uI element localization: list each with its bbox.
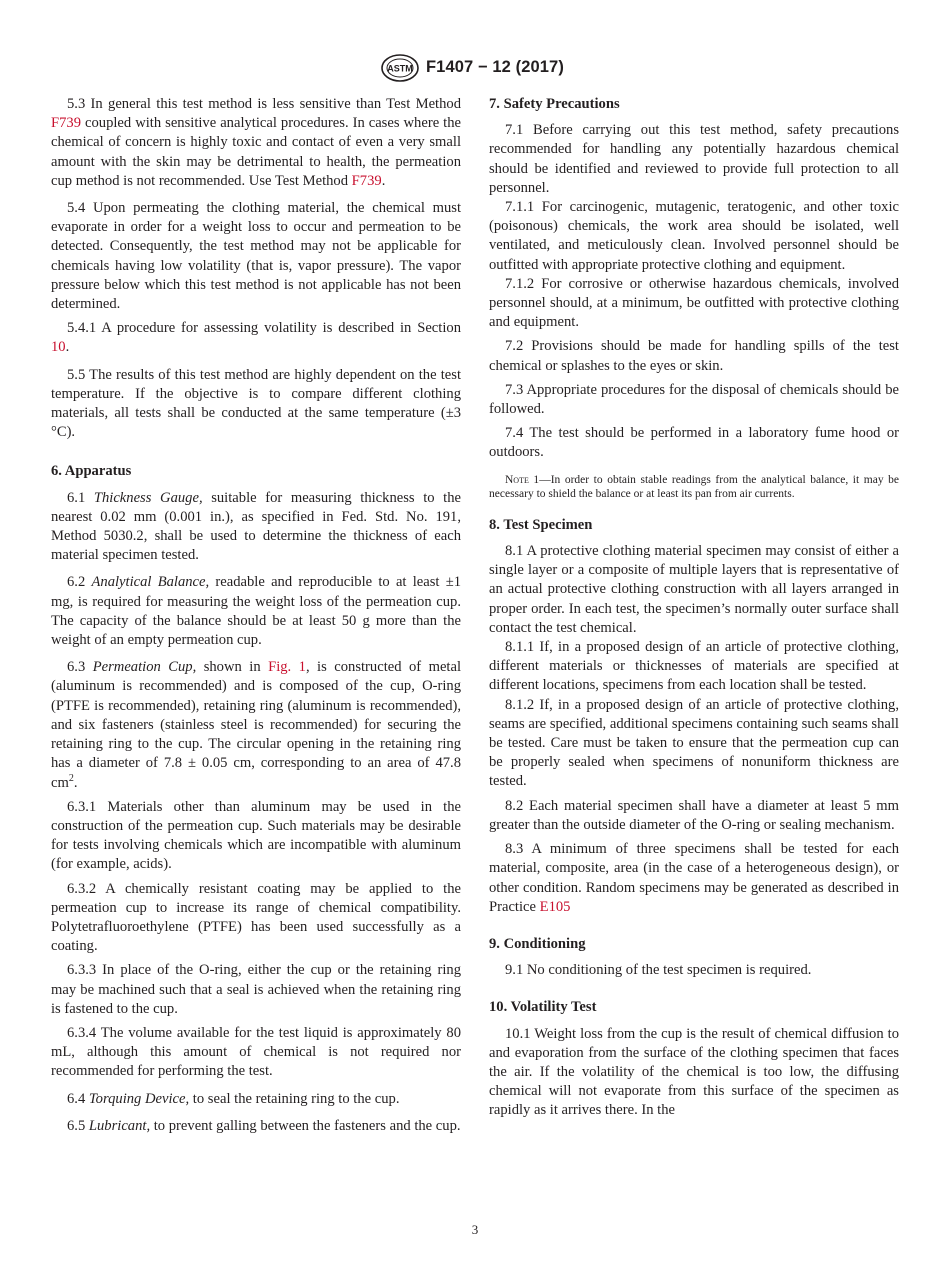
ref-fig1-link[interactable]: Fig. 1 xyxy=(268,659,306,676)
svg-text:ASTM: ASTM xyxy=(387,63,413,74)
para-6-3-2: 6.3.2 A chemically resistant coating may be applied to the permeation cup to increase its range of chemical compatibility. Polytetrafluoroethylene (PTFE) has been used successfully as a coating. xyxy=(51,880,461,955)
astm-logo-icon xyxy=(380,54,420,82)
heading-9-conditioning: 9. Conditioning xyxy=(489,935,586,952)
para-7-3: 7.3 Appropriate procedures for the disposal of chemicals should be followed. xyxy=(489,381,899,418)
para-7-1-1: 7.1.1 For carcinogenic, mutagenic, teratogenic, and other toxic (poisonous) chemicals, the work area should be isolated, well ventilated, and meticulously clean. Involved personnel should be outfitted with appropriate protective clothing and equipment. xyxy=(489,199,899,273)
para-5-3: 5.3 In general this test method is less sensitive than Test Method F739 coupled with sensitive analytical procedures. In cases where the chemical of concern is highly toxic and contact of even a very small amount with the skin may be detrimental to health, the permeation cup method is not recommended. Use Test Method F739. xyxy=(51,96,461,189)
para-8-1: 8.1 A protective clothing material specimen may consist of either a single layer or a composite of multiple layers that is representative of an actual protective clothing construction with all layers arranged in proper order. In each test, the specimen’s normally outer surface shall contact the test chemical. xyxy=(489,543,899,636)
standard-designation: F1407 − 12 (2017) xyxy=(426,58,564,76)
para-8-1-1: 8.1.1 If, in a proposed design of an article of protective clothing, different materials or thicknesses of materials are specified at different locations, specimens from each location shall be tested. xyxy=(489,639,899,694)
ref-e105-link[interactable]: E105 xyxy=(539,898,571,915)
para-7-1-2: 7.1.2 For corrosive or otherwise hazardous chemicals, involved personnel should, at a minimum, be outfitted with protective clothing and equipment. xyxy=(489,275,899,331)
para-8-3: 8.3 A minimum of three specimens shall be tested for each material, composite, area (in the case of a heterogeneous design), or other condition. Random specimens may be generated as described in Practice E105 xyxy=(489,841,899,915)
para-6-4: 6.4 Torquing Device, to seal the retaining ring to the cup. xyxy=(67,1090,400,1107)
para-6-3-1: 6.3.1 Materials other than aluminum may be used in the construction of the permeation cup. Such materials may be desirable for tests involving chemicals which are incompatible with aluminum (for example, acids). xyxy=(51,798,461,873)
right-column xyxy=(489,95,899,1121)
heading-8-test-specimen: 8. Test Specimen xyxy=(489,516,593,533)
para-5-4-1: 5.4.1 A procedure for assessing volatility is described in Section 10. xyxy=(51,320,461,356)
para-8-1-2: 8.1.2 If, in a proposed design of an article of protective clothing, seams are specified, additional specimens containing such seams shall be tested. Care must be taken to ensure that the permeation cup can be properly sealed when specimens of nonuniform thickness are tested. xyxy=(489,696,899,790)
heading-7-safety: 7. Safety Precautions xyxy=(489,96,620,112)
para-10-1: 10.1 Weight loss from the cup is the result of chemical diffusion to and evaporation from the surface of the clothing specimen that faces the air. If the volatility of the chemical is too low, the diffusing chemical will not evaporate from this surface of the specimen as rapidly as it arrives there. In the xyxy=(489,1025,899,1119)
para-7-1: 7.1 Before carrying out this test method, safety precautions recommended for handling any potentially hazardous chemical should be identified and reviewed to provide full protection to all personnel. xyxy=(489,122,899,196)
para-6-3-3: 6.3.3 In place of the O-ring, either the cup or the retaining ring may be machined such that a seal is achieved when the retaining ring is fastened to the cup. xyxy=(51,962,461,1017)
page-number: 3 xyxy=(471,1222,479,1237)
para-6-1: 6.1 Thickness Gauge, suitable for measuring thickness to the nearest 0.02 mm (0.001 in.), as specified in Fed. Std. No. 191, Method 5030.2, shall be used to determine the thickness of each material specimen tested. xyxy=(51,489,461,564)
para-8-2: 8.2 Each material specimen shall have a diameter at least 5 mm greater than the outside diameter of the O-ring or sealing mechanism. xyxy=(489,797,899,833)
note-1: Note 1—In order to obtain stable readings from the analytical balance, it may be necessary to shield the balance or at least its pan from air currents. xyxy=(489,473,899,501)
heading-10-volatility: 10. Volatility Test xyxy=(489,999,597,1016)
para-6-2: 6.2 Analytical Balance, readable and reproducible to at least ±1 mg, is required for measuring the weight loss of the permeation cup. The capacity of the balance should be at least 50 g more than the weight of an empty permeation cup. xyxy=(51,574,461,649)
para-6-3: 6.3 Permeation Cup, shown in Fig. 1, is constructed of metal (aluminum is recommended) and is composed of the cup, O-ring (PTFE is recommended), retaining ring (aluminum is recommended), and six fasteners (stainless steel is recommended) for securing the retaining ring to the cup. The circular opening in the retaining ring has a diameter of 7.8 ± 0.05 cm, corresponding to an area of 47.8 $cm^2$. xyxy=(51,659,462,791)
left-column xyxy=(51,95,461,1136)
page-header xyxy=(0,54,950,84)
para-7-2: 7.2 Provisions should be made for handling spills of the test chemical or splashes to the eyes or skin. xyxy=(489,338,899,374)
ref-f739-link-2[interactable]: F739 xyxy=(351,172,382,189)
para-7-4: 7.4 The test should be performed in a laboratory fume hood or outdoors. xyxy=(489,425,899,461)
heading-6-apparatus: 6. Apparatus xyxy=(51,463,132,480)
ref-f739-link[interactable]: F739 xyxy=(51,115,82,132)
para-6-5: 6.5 Lubricant, to prevent galling between the fasteners and the cup. xyxy=(67,1117,461,1134)
para-5-5: 5.5 The results of this test method are highly dependent on the test temperature. If the objective is to compare different clothing materials, all tests shall be conducted at the same temperature (±3 °C). xyxy=(51,366,461,441)
ref-section-10-link[interactable]: 10 xyxy=(51,339,66,356)
para-6-3-4: 6.3.4 The volume available for the test liquid is approximately 80 mL, although this amount of chemical is not required nor recommended for performing the test. xyxy=(51,1024,461,1080)
para-5-4: 5.4 Upon permeating the clothing material, the chemical must evaporate in order for a weight loss to occur and permeation to be detected. Consequently, the test method may not be applicable for chemicals having low volatility (that is, vapor pressure). The vapor pressure below which this test method is not applicable has not been determined. xyxy=(51,200,461,313)
para-9-1: 9.1 No conditioning of the test specimen is required. xyxy=(505,962,812,979)
